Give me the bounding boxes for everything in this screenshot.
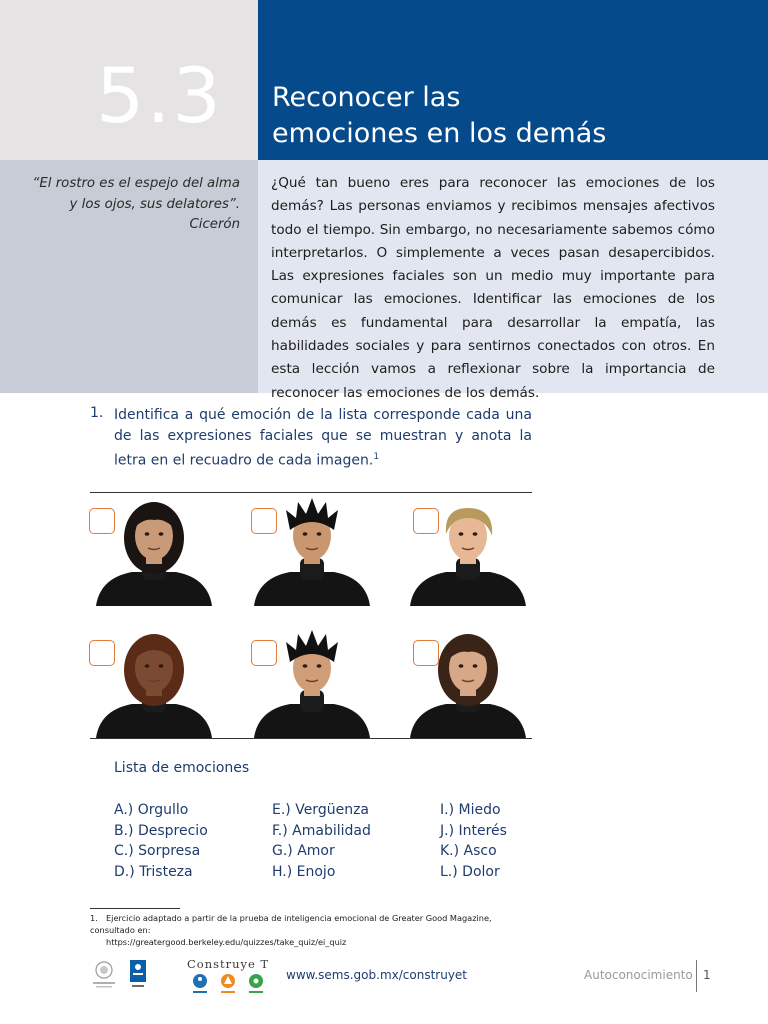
emotion-option: K.) Asco <box>440 843 497 860</box>
quote-author: Cicerón <box>189 217 240 232</box>
emotion-option: H.) Enojo <box>272 863 336 880</box>
quote-line-1: “El rostro es el espejo del alma <box>32 176 240 191</box>
faces-bottom-rule <box>90 738 532 739</box>
emotion-option: G.) Amor <box>272 843 335 860</box>
page-number: 1 <box>703 968 711 982</box>
faces-top-rule <box>90 492 532 493</box>
footnote-link[interactable]: https://greatergood.berkeley.edu/quizzes/take_quiz/ei_quiz <box>106 937 347 947</box>
emotions-list-title: Lista de emociones <box>114 760 250 776</box>
lesson-title-line-1: Reconocer las <box>272 82 461 113</box>
intro-paragraph: ¿Qué tan bueno eres para reconocer las emociones de los demás? Las personas enviamos y recibimos mensajes afectivos todo el tiempo. Sin embargo, no necesariamente sabemos cómo interpretarlos. O simplemente a veces pasan desapercibidos. Las expresiones faciales son un medio muy importante para comunicar las emociones. Identificar las emociones de los demás es fundamental para desarrollar la empatía, las habilidades sociales y para sentirnos conectados con otros. En esta lección vamos a reflexionar sobre la importancia de reconocer las emociones de los demás. <box>271 175 715 401</box>
construye-t-dimensions-icons <box>190 972 266 996</box>
footnote-number: 1. <box>90 913 98 923</box>
activity-instructions <box>114 405 532 472</box>
footnote-text: Ejercicio adaptado a partir de la prueba de inteligencia emocional de Greater Good Magazine, consultado en: <box>90 913 492 935</box>
footer-url-link[interactable]: www.sems.gob.mx/construyet <box>286 968 468 982</box>
answer-box-2[interactable] <box>251 508 277 534</box>
footnote-reference: 1 <box>373 452 380 462</box>
lesson-number: 5.3 <box>96 51 223 140</box>
activity-number: 1. <box>90 405 104 421</box>
construye-t-brand: Construye T <box>187 957 270 971</box>
epigraph-quote <box>18 174 240 236</box>
activity-instructions-text: Identifica a qué emoción de la lista corresponde cada una de las expresiones faciales que se muestran y anota la letra en el recuadro de cada imagen. <box>114 407 532 469</box>
emotion-option: D.) Tristeza <box>114 863 193 880</box>
government-seal-icon <box>90 958 118 992</box>
answer-box-6[interactable] <box>413 640 439 666</box>
answer-box-4[interactable] <box>89 640 115 666</box>
footnote-rule <box>90 908 180 909</box>
emotion-option: C.) Sorpresa <box>114 843 201 860</box>
footer-divider <box>696 960 697 992</box>
footer-section-name: Autoconocimiento <box>584 968 693 982</box>
footnote <box>90 912 530 948</box>
answer-box-5[interactable] <box>251 640 277 666</box>
emotion-option: A.) Orgullo <box>114 802 189 818</box>
emotion-option: E.) Vergüenza <box>272 802 369 818</box>
undp-logo-icon <box>130 960 146 992</box>
emotions-column-1 <box>114 800 264 882</box>
emotion-option: F.) Amabilidad <box>272 822 371 839</box>
emotion-option: J.) Interés <box>440 822 507 839</box>
lesson-title <box>272 80 732 152</box>
emotion-option: L.) Dolor <box>440 863 500 880</box>
answer-box-3[interactable] <box>413 508 439 534</box>
emotion-option: I.) Miedo <box>440 802 501 818</box>
emotions-column-3 <box>440 800 590 882</box>
emotion-option: B.) Desprecio <box>114 822 208 839</box>
lesson-title-line-2: emociones en los demás <box>272 118 607 149</box>
answer-box-1[interactable] <box>89 508 115 534</box>
quote-line-2: y los ojos, sus delatores”. <box>69 196 240 212</box>
emotions-column-2 <box>272 800 422 882</box>
